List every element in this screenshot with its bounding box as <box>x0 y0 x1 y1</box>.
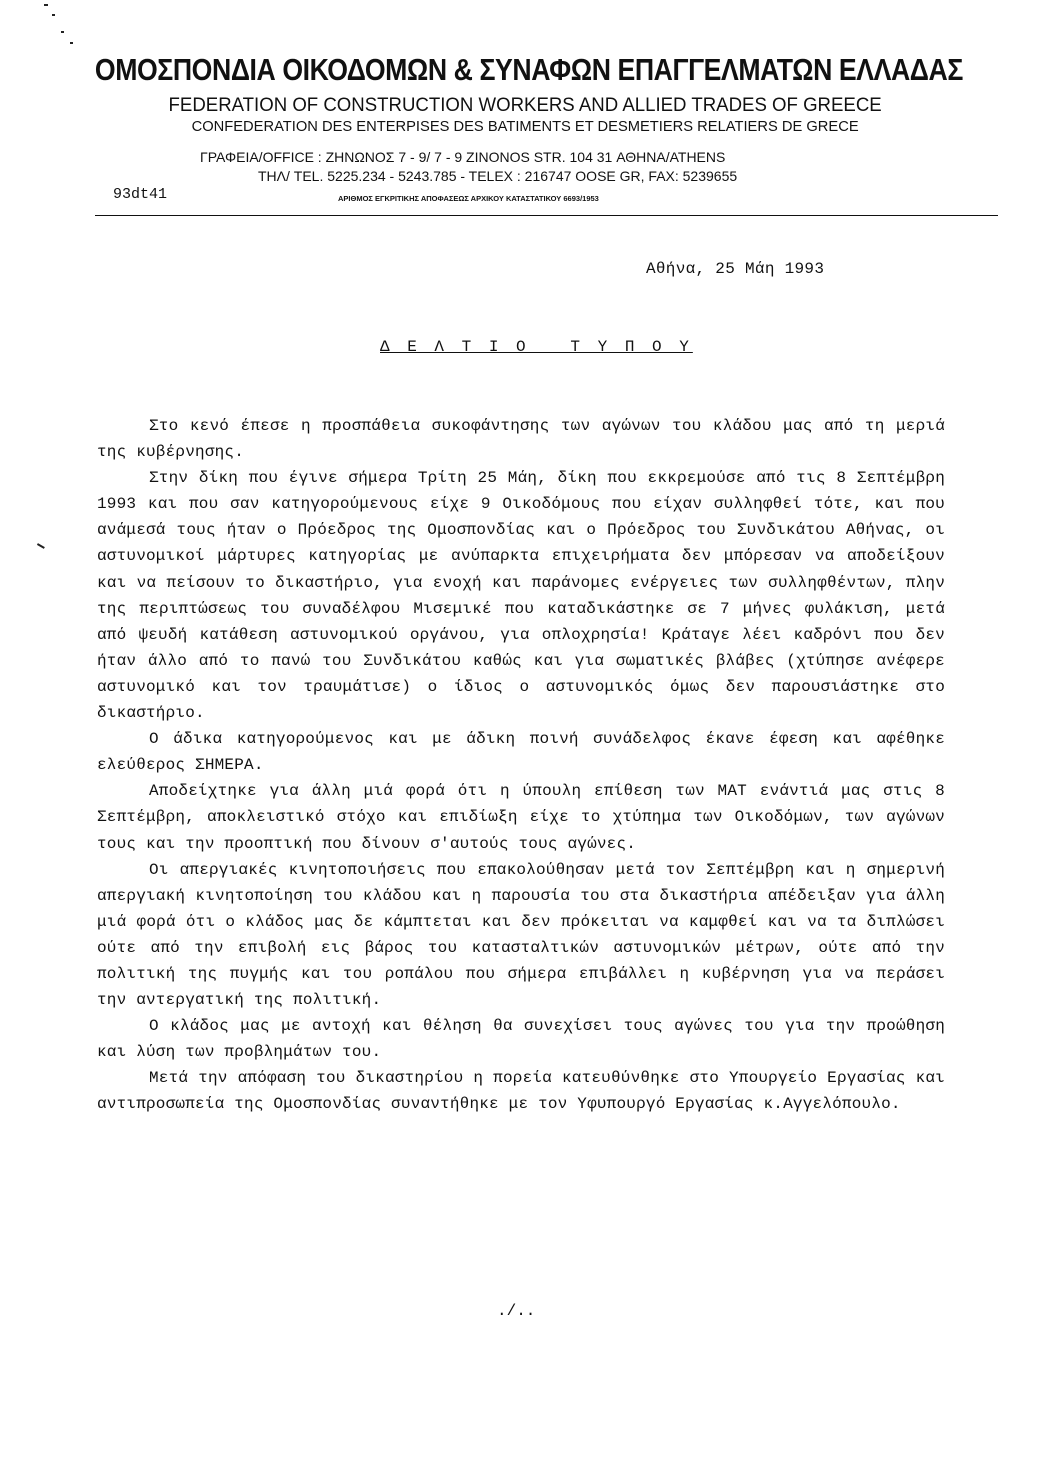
press-release-body <box>97 413 945 1118</box>
scan-speck <box>61 31 64 33</box>
body-paragraph: Στην δίκη που έγινε σήμερα Τρίτη 25 Μάη, δίκη που εκκρεμούσε από τις 8 Σεπτέμβρη 1993 και που σαν κατηγορούμενους είχε 9 Οικοδόμους που είχαν συλληφθεί τότε, και που ανάμεσά τους ήταν ο Πρόεδρος της Ομοσπονδίας και ο Πρόεδρος του Συνδικάτου Αθήνας, οι αστυνομικοί μάρτυρες κατηγορίας με ανύπαρκτα επιχειρήματα δεν μπόρεσαν να αποδείξουν και να πείσουν το δικαστήριο, για ενοχή και παράνομες ενέργειες των συλληφθέντων, πλην της περιπτώσεως του συναδέλφου Μισεμικέ που καταδικάστηκε σε 7 μήνες φυλάκιση, μετά από ψευδή κατάθεση αστυνομικού οργάνου, για οπλοχρησία! Κράταγε λέει καδρόνι που δεν ήταν άλλο από το πανώ του Συνδικάτου καθώς και για σωματικές βλάβες (χτύπησε ανέφερε αστυνομικό και τον τραυμάτισε) ο ίδιος ο αστυνομικός όμως δεν παρουσιάστηκε στο δικαστήριο. <box>97 469 945 723</box>
body-paragraph: Αποδείχτηκε για άλλη μιά φορά ότι η ύπουλη επίθεση των ΜΑΤ ενάντιά μας στις 8 Σεπτέμβρη, αποκλειστικό στόχο και επιδίωξη είχε το χτύπημα των Οικοδόμων, των αγώνων τους και την προοπτική που δίνουν σ'αυτούς τους αγώνες. <box>97 782 945 853</box>
continuation-mark: ./.. <box>497 1302 536 1320</box>
body-paragraph: Οι απεργιακές κινητοποιήσεις που επακολούθησαν μετά τον Σεπτέμβρη και η σημερινή απεργιακή κινητοποίηση του κλάδου και η παρουσία του στα δικαστήρια απέδειξαν για άλλη μιά φορά ότι ο κλάδος μας δε κάμπτεται και δεν πρόκειται να καμφθεί και να τα διπλώσει ούτε από την επιβολή εις βάρος του κατασταλτικών αστυνομικών μέτρων, ούτε από την πολιτική της πυγμής και του ροπάλου που σήμερα επιβάλλει η κυβέρνηση για να περάσει την αντεργατική της πολιτική. <box>97 860 945 1010</box>
scan-speck <box>37 543 45 548</box>
body-paragraph: Ο κλάδος μας με αντοχή και θέληση θα συνεχίσει τους αγώνες του για την προώθηση και λύση των προβλημάτων του. <box>97 1017 945 1062</box>
federation-title-english: FEDERATION OF CONSTRUCTION WORKERS AND ALLIED TRADES OF GREECE <box>168 95 882 116</box>
document-code: 93dt41 <box>113 186 168 203</box>
office-address: ΓΡΑΦΕΙΑ/OFFICE : ΖΗΝΩΝΟΣ 7 - 9/ 7 - 9 ZINONOS STR. 104 31 ΑΘΗΝΑ/ATHENS <box>200 149 726 165</box>
registration-number: ΑΡΙΘΜΟΣ ΕΓΚΡΙΤΙΚΗΣ ΑΠΟΦΑΣΕΩΣ ΑΡΧΙΚΟΥ ΚΑΤΑΣΤΑΤΙΚΟΥ 6693/1953 <box>338 194 599 203</box>
document-date: Αθήνα, 25 Μάη 1993 <box>646 260 825 278</box>
letterhead-divider <box>95 215 998 216</box>
body-paragraph: Μετά την απόφαση του δικαστηρίου η πορεία κατευθύνθηκε στο Υπουργείο Εργασίας και αντιπροσωπεία της Ομοσπονδίας συναντήθηκε με τον Υφυπουργό Εργασίας κ.Αγγελόπουλο. <box>97 1069 945 1114</box>
contact-numbers: ΤΗΛ/ TEL. 5225.234 - 5243.785 - TELEX : 216747 OOSE GR, FAX: 5239655 <box>258 168 738 184</box>
body-paragraph: Ο άδικα κατηγορούμενος και με άδικη ποινή συνάδελφος έκανε έφεση και αφέθηκε ελεύθερος ΣΗΜΕΡΑ. <box>97 730 945 775</box>
body-paragraph: Στο κενό έπεσε η προσπάθεια συκοφάντησης των αγώνων του κλάδου μας από τη μεριά της κυβέρνησης. <box>97 417 945 462</box>
federation-title-greek: ΟΜΟΣΠΟΝΔΙΑ ΟΙΚΟΔΟΜΩΝ & ΣΥΝΑΦΩΝ ΕΠΑΓΓΕΛΜΑΤΩΝ ΕΛΛΑΔΑΣ <box>94 52 963 87</box>
scan-speck <box>70 42 73 44</box>
scan-speck <box>44 4 48 6</box>
press-release-heading: Δ Ε Λ Τ Ι Ο Τ Υ Π Ο Υ <box>380 338 693 356</box>
federation-title-french: CONFEDERATION DES ENTERPISES DES BATIMENTS ET DESMETIERS RELATIERS DE GRECE <box>191 118 859 135</box>
scan-speck <box>52 14 55 16</box>
